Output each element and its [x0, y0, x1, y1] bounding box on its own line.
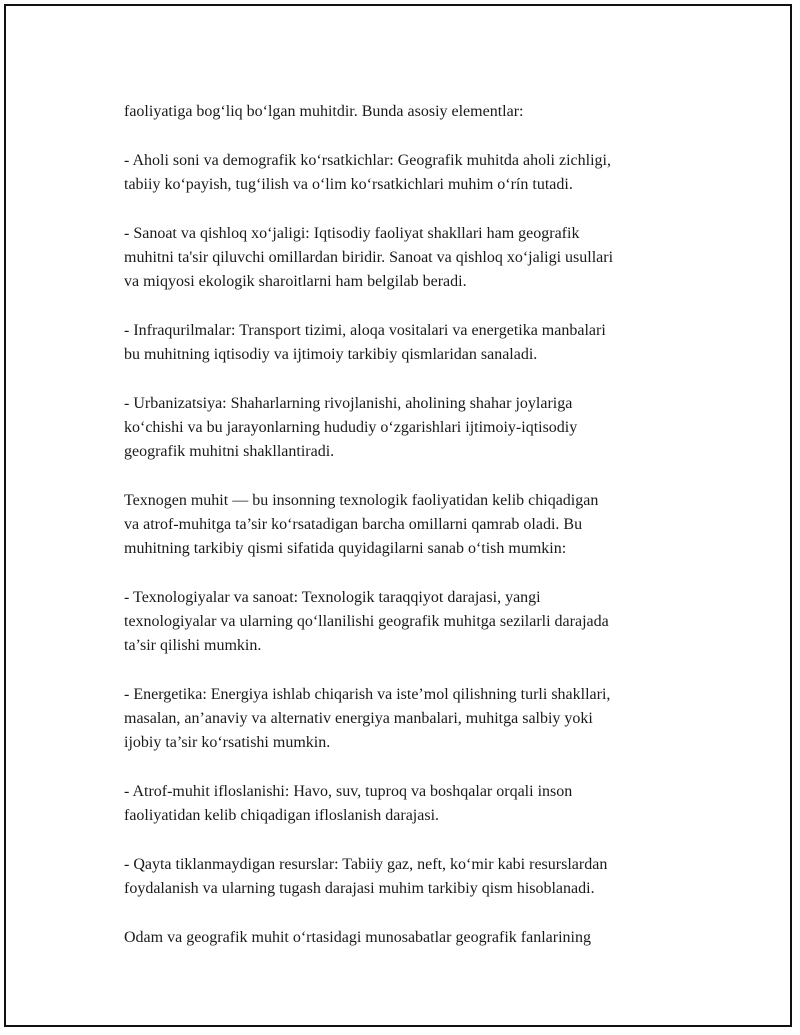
- paragraph-urbanization: - Urbanizatsiya: Shaharlarning rivojlanishi, aholining shahar joylariga ko‘chishi va bu jarayonlarning hududiy o‘zgarishlari ijtimoiy-iqtisodiy geografik muhitni shakllantiradi.: [124, 395, 578, 460]
- paragraph-technogenic-environment: Texnogen muhit — bu insonning texnologik faoliyatidan kelib chiqadigan va atrof-muhitga ta’sir ko‘rsatadigan barcha omillarni qamrab oladi. Bu muhitning tarkibiy qismi sifatida quyidagilarni sanab o‘tish mumkin:: [124, 492, 599, 557]
- paragraph-human-environment-relations: Odam va geografik muhit o‘rtasidagi munosabatlar geografik fanlarining: [124, 929, 591, 946]
- paragraph-intro-continuation: faoliyatiga bog‘liq bo‘lgan muhitdir. Bunda asosiy elementlar:: [124, 103, 524, 120]
- paragraph-industry-agriculture: - Sanoat va qishloq xo‘jaligi: Iqtisodiy faoliyat shakllari ham geografik muhitni ta'sir qiluvchi omillardan biridir. Sanoat va qishloq xo‘jaligi usullari va miqyosi ekologik sharoitlarni ham belgilab beradi.: [124, 225, 614, 290]
- paragraph-nonrenewable-resources: - Qayta tiklanmaydigan resurslar: Tabiiy gaz, neft, ko‘mir kabi resurslardan foydalanish va ularning tugash darajasi muhim tarkibiy qism hisoblanadi.: [124, 856, 608, 897]
- paragraph-population-demographics: - Aholi soni va demografik ko‘rsatkichlar: Geografik muhitda aholi zichligi, tabiiy ko‘payish, tug‘ilish va o‘lim ko‘rsatkichlari muhim o‘rín tutadi.: [124, 152, 611, 193]
- paragraph-pollution: - Atrof-muhit ifloslanishi: Havo, suv, tuproq va boshqalar orqali inson faoliyatidan kelib chiqadigan ifloslanish darajasi.: [124, 783, 573, 824]
- paragraph-technology-industry: - Texnologiyalar va sanoat: Texnologik taraqqiyot darajasi, yangi texnologiyalar va ularning qo‘llanilishi geografik muhitga sezilarli darajada ta’sir qilishi mumkin.: [124, 589, 609, 654]
- paragraph-infrastructure: - Infraqurilmalar: Transport tizimi, aloqa vositalari va energetika manbalari bu muhitning iqtisodiy va ijtimoiy tarkibiy qismlaridan sanaladi.: [124, 322, 606, 363]
- paragraph-energy: - Energetika: Energiya ishlab chiqarish va iste’mol qilishning turli shakllari, masalan, an’anaviy va alternativ energiya manbalari, muhitga salbiy yoki ijobiy ta’sir ko‘rsatishi mumkin.: [124, 686, 611, 751]
- page-frame: [4, 4, 792, 1027]
- document-body: [124, 100, 724, 950]
